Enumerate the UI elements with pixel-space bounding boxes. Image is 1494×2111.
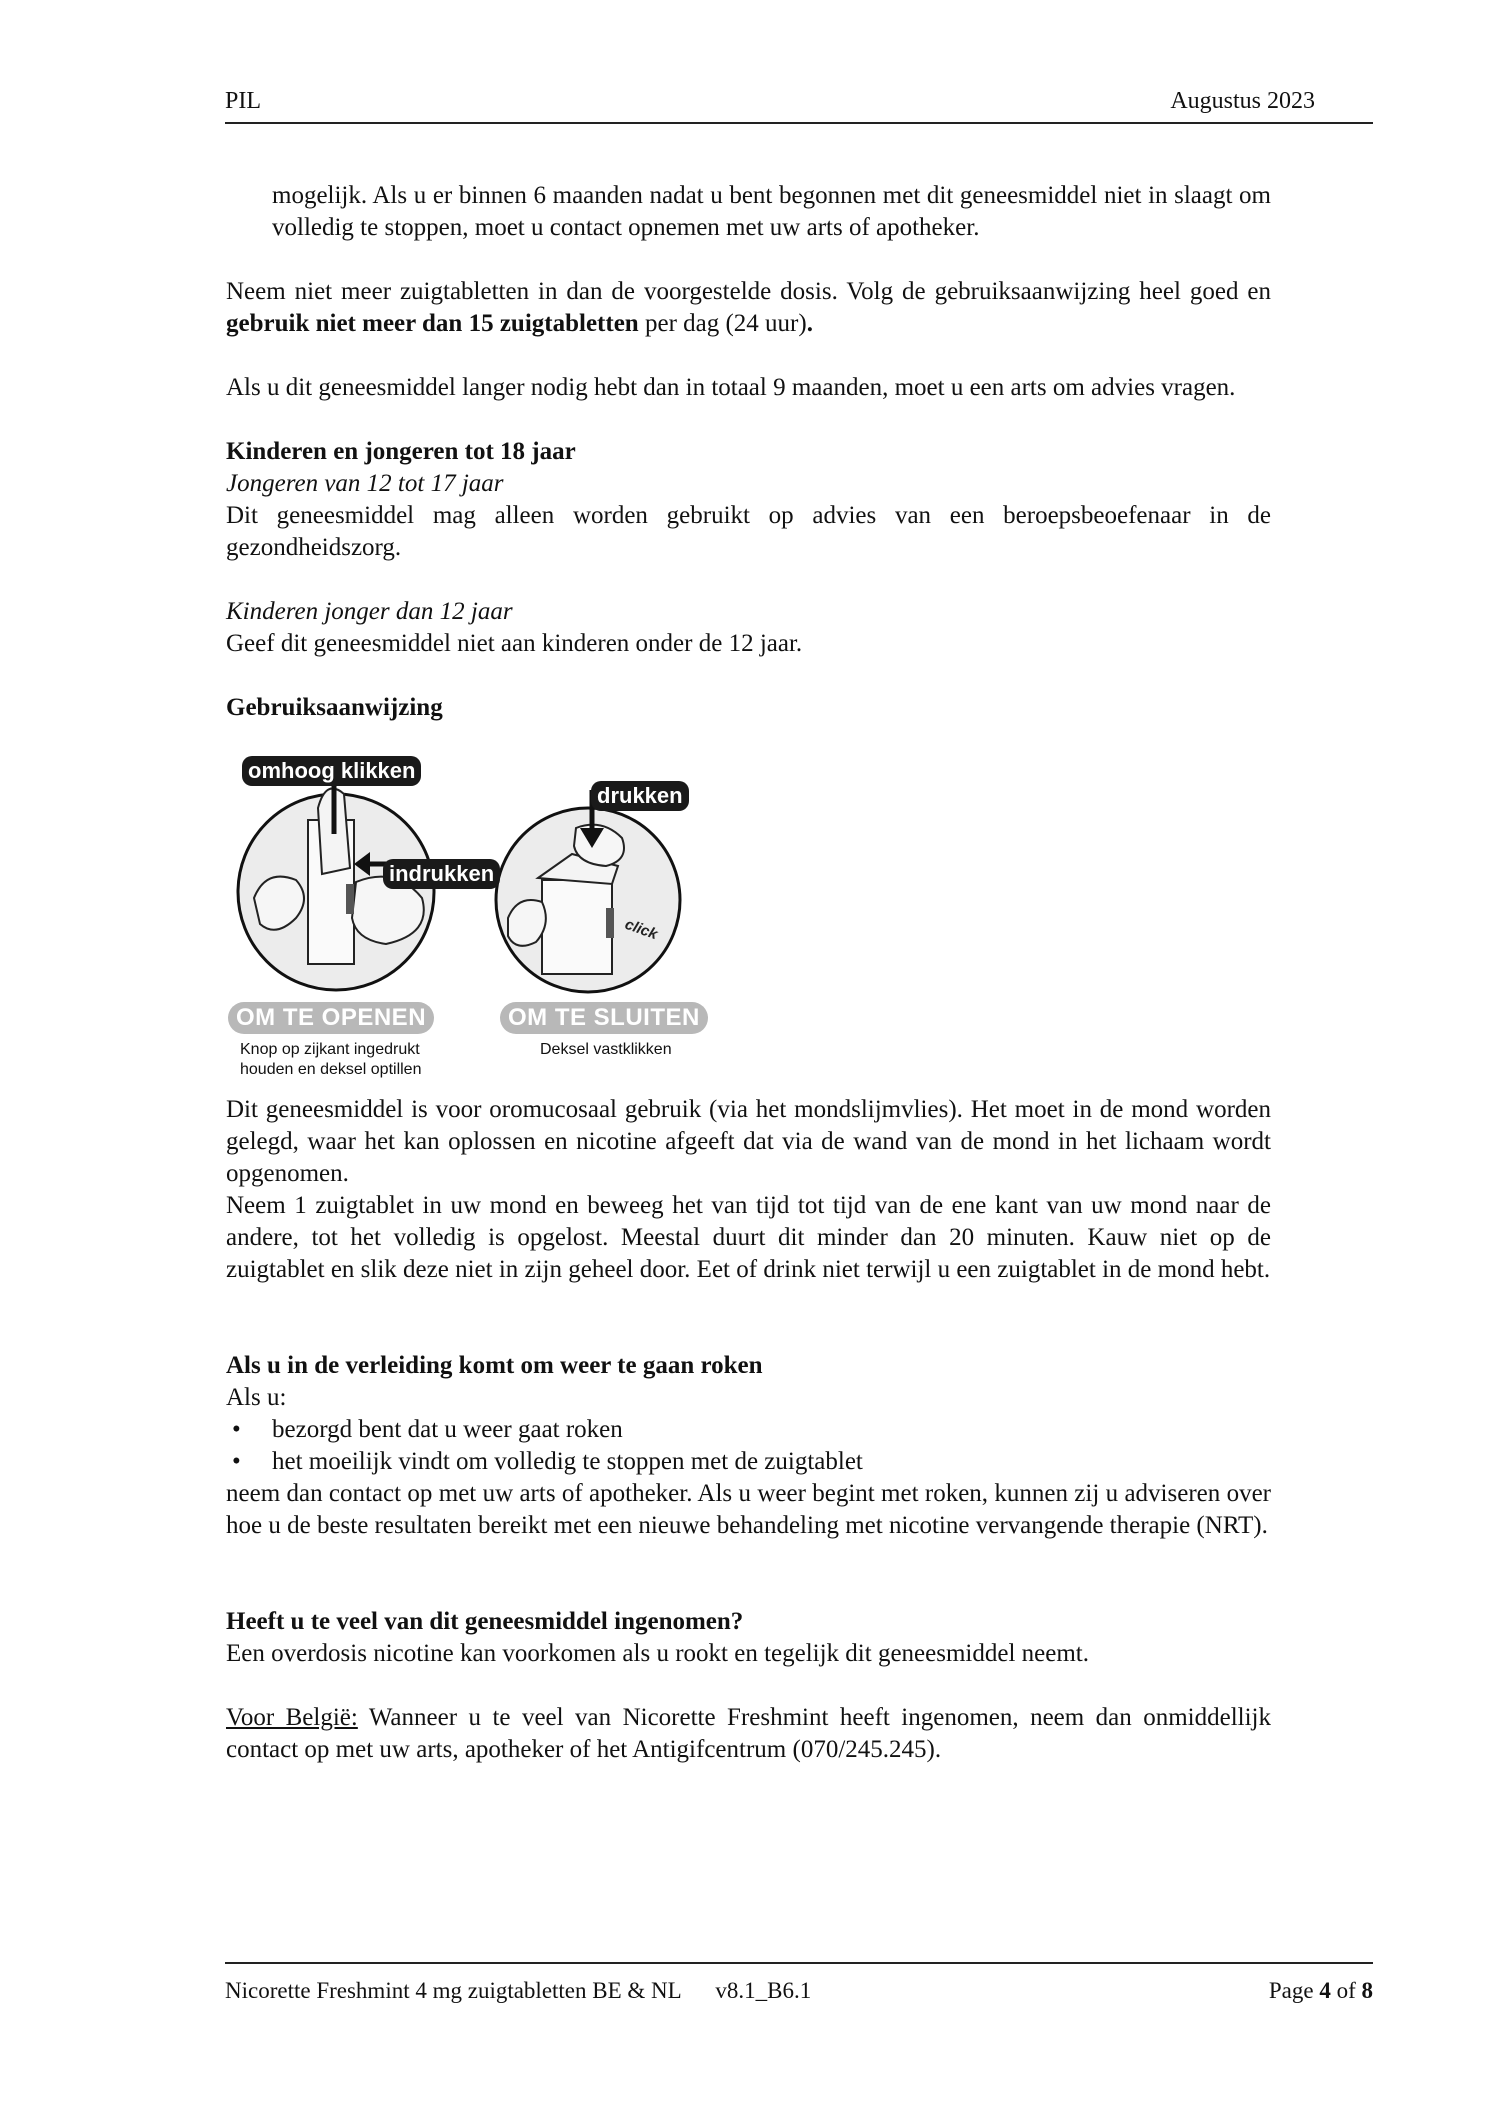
caption-close: Deksel vastklikken (540, 1041, 672, 1058)
dose-text-a: Neem niet meer zuigtabletten in dan de voorgestelde dosis. Volg de gebruiksaanwijzing heel goed en (226, 278, 1271, 305)
caption-open-line1: Knop op zijkant ingedrukt (240, 1041, 420, 1058)
paragraph-dose (226, 276, 1271, 340)
list-item: • bezorgd bent dat u weer gaat roken (226, 1414, 1271, 1446)
page-current: 4 (1319, 1978, 1331, 2003)
heading-children: Kinderen en jongeren tot 18 jaar (226, 438, 576, 465)
header-left: PIL (225, 88, 261, 114)
belgium-label: Voor België: (226, 1704, 358, 1731)
page-of: of (1330, 1978, 1362, 2003)
paragraph-if: Als u: (226, 1384, 287, 1411)
paragraph-take: Neem 1 zuigtablet in uw mond en beweeg het van tijd tot tijd van de ene kant van uw mond naar de andere, tot het volledig is opgelost. Meestal duurt dit minder dan 20 minuten. Kauw niet op de zuigtablet en slik deze niet in zijn geheel door. Eet of drink niet terwijl u een zuigtablet in de mond hebt. (226, 1192, 1271, 1283)
heading-usage: Gebruiksaanwijzing (226, 694, 443, 721)
page-footer (225, 1962, 1373, 2024)
dose-text-b: per dag (24 uur) (638, 310, 807, 337)
dose-text-bold: gebruik niet meer dan 15 zuigtabletten (226, 310, 639, 337)
paragraph-overdose: Een overdosis nicotine kan voorkomen als u rookt en tegelijk dit geneesmiddel neemt. (226, 1640, 1089, 1667)
paragraph-contact: neem dan contact op met uw arts of apotheker. Als u weer begint met roken, kunnen zij u adviseren over hoe u de beste resultaten bereikt met een nieuwe behandeling met nicotine vervangende therapie (NRT). (226, 1480, 1271, 1539)
heading-overdose: Heeft u te veel van dit geneesmiddel ingenomen? (226, 1608, 744, 1635)
usage-illustration (226, 748, 746, 1088)
paragraph-belgium (226, 1702, 1271, 1766)
heading-temptation: Als u in de verleiding komt om weer te gaan roken (226, 1352, 763, 1379)
temptation-list (226, 1414, 1271, 1478)
paragraph-youth: Dit geneesmiddel mag alleen worden gebruikt op advies van een beroepsbeoefenaar in de gezondheidszorg. (226, 502, 1271, 561)
paragraph-oral-use: Dit geneesmiddel is voor oromucosaal gebruik (via het mondslijmvlies). Het moet in de mond worden gelegd, waar het kan oplossen en nicotine afgeeft dat via de wand van de mond in het lichaam wordt opgenomen. (226, 1096, 1271, 1187)
list-item: • het moeilijk vindt om volledig te stoppen met de zuigtablet (226, 1446, 1271, 1478)
header-date: Augustus 2023 (1170, 88, 1315, 114)
dose-text-end: . (806, 310, 813, 337)
page-content (226, 180, 1271, 1766)
banner-om-te-sluiten: OM TE SLUITEN (500, 1002, 708, 1034)
page-total: 8 (1361, 1978, 1373, 2003)
belgium-text: Wanneer u te veel van Nicorette Freshmint heeft ingenomen, neem dan onmiddellijk contact op met uw arts, apotheker of het Antigifcentrum (070/245.245). (226, 1704, 1271, 1763)
paragraph-continued: mogelijk. Als u er binnen 6 maanden nadat u bent begonnen met dit geneesmiddel niet in slaagt om volledig te stoppen, moet u contact opnemen met uw arts of apotheker. (272, 182, 1271, 241)
banner-om-te-openen: OM TE OPENEN (228, 1002, 434, 1034)
subheading-kids: Kinderen jonger dan 12 jaar (226, 598, 513, 625)
paragraph-kids: Geef dit geneesmiddel niet aan kinderen onder de 12 jaar. (226, 630, 803, 657)
subheading-youth: Jongeren van 12 tot 17 jaar (226, 470, 504, 497)
page-header (225, 88, 1373, 124)
label-drukken: drukken (591, 781, 689, 811)
page-prefix: Page (1268, 1978, 1320, 2003)
label-indrukken: indrukken (383, 859, 500, 889)
caption-open-line2: houden en deksel optillen (240, 1061, 422, 1078)
footer-page-number (1269, 1978, 1373, 2004)
footer-product: Nicorette Freshmint 4 mg zuigtabletten BE & NL v8.1_B6.1 (225, 1978, 812, 2003)
label-omhoog-klikken: omhoog klikken (242, 756, 421, 786)
paragraph-months: Als u dit geneesmiddel langer nodig hebt dan in totaal 9 maanden, moet u een arts om advies vragen. (226, 374, 1236, 401)
click-text: click (622, 915, 660, 944)
